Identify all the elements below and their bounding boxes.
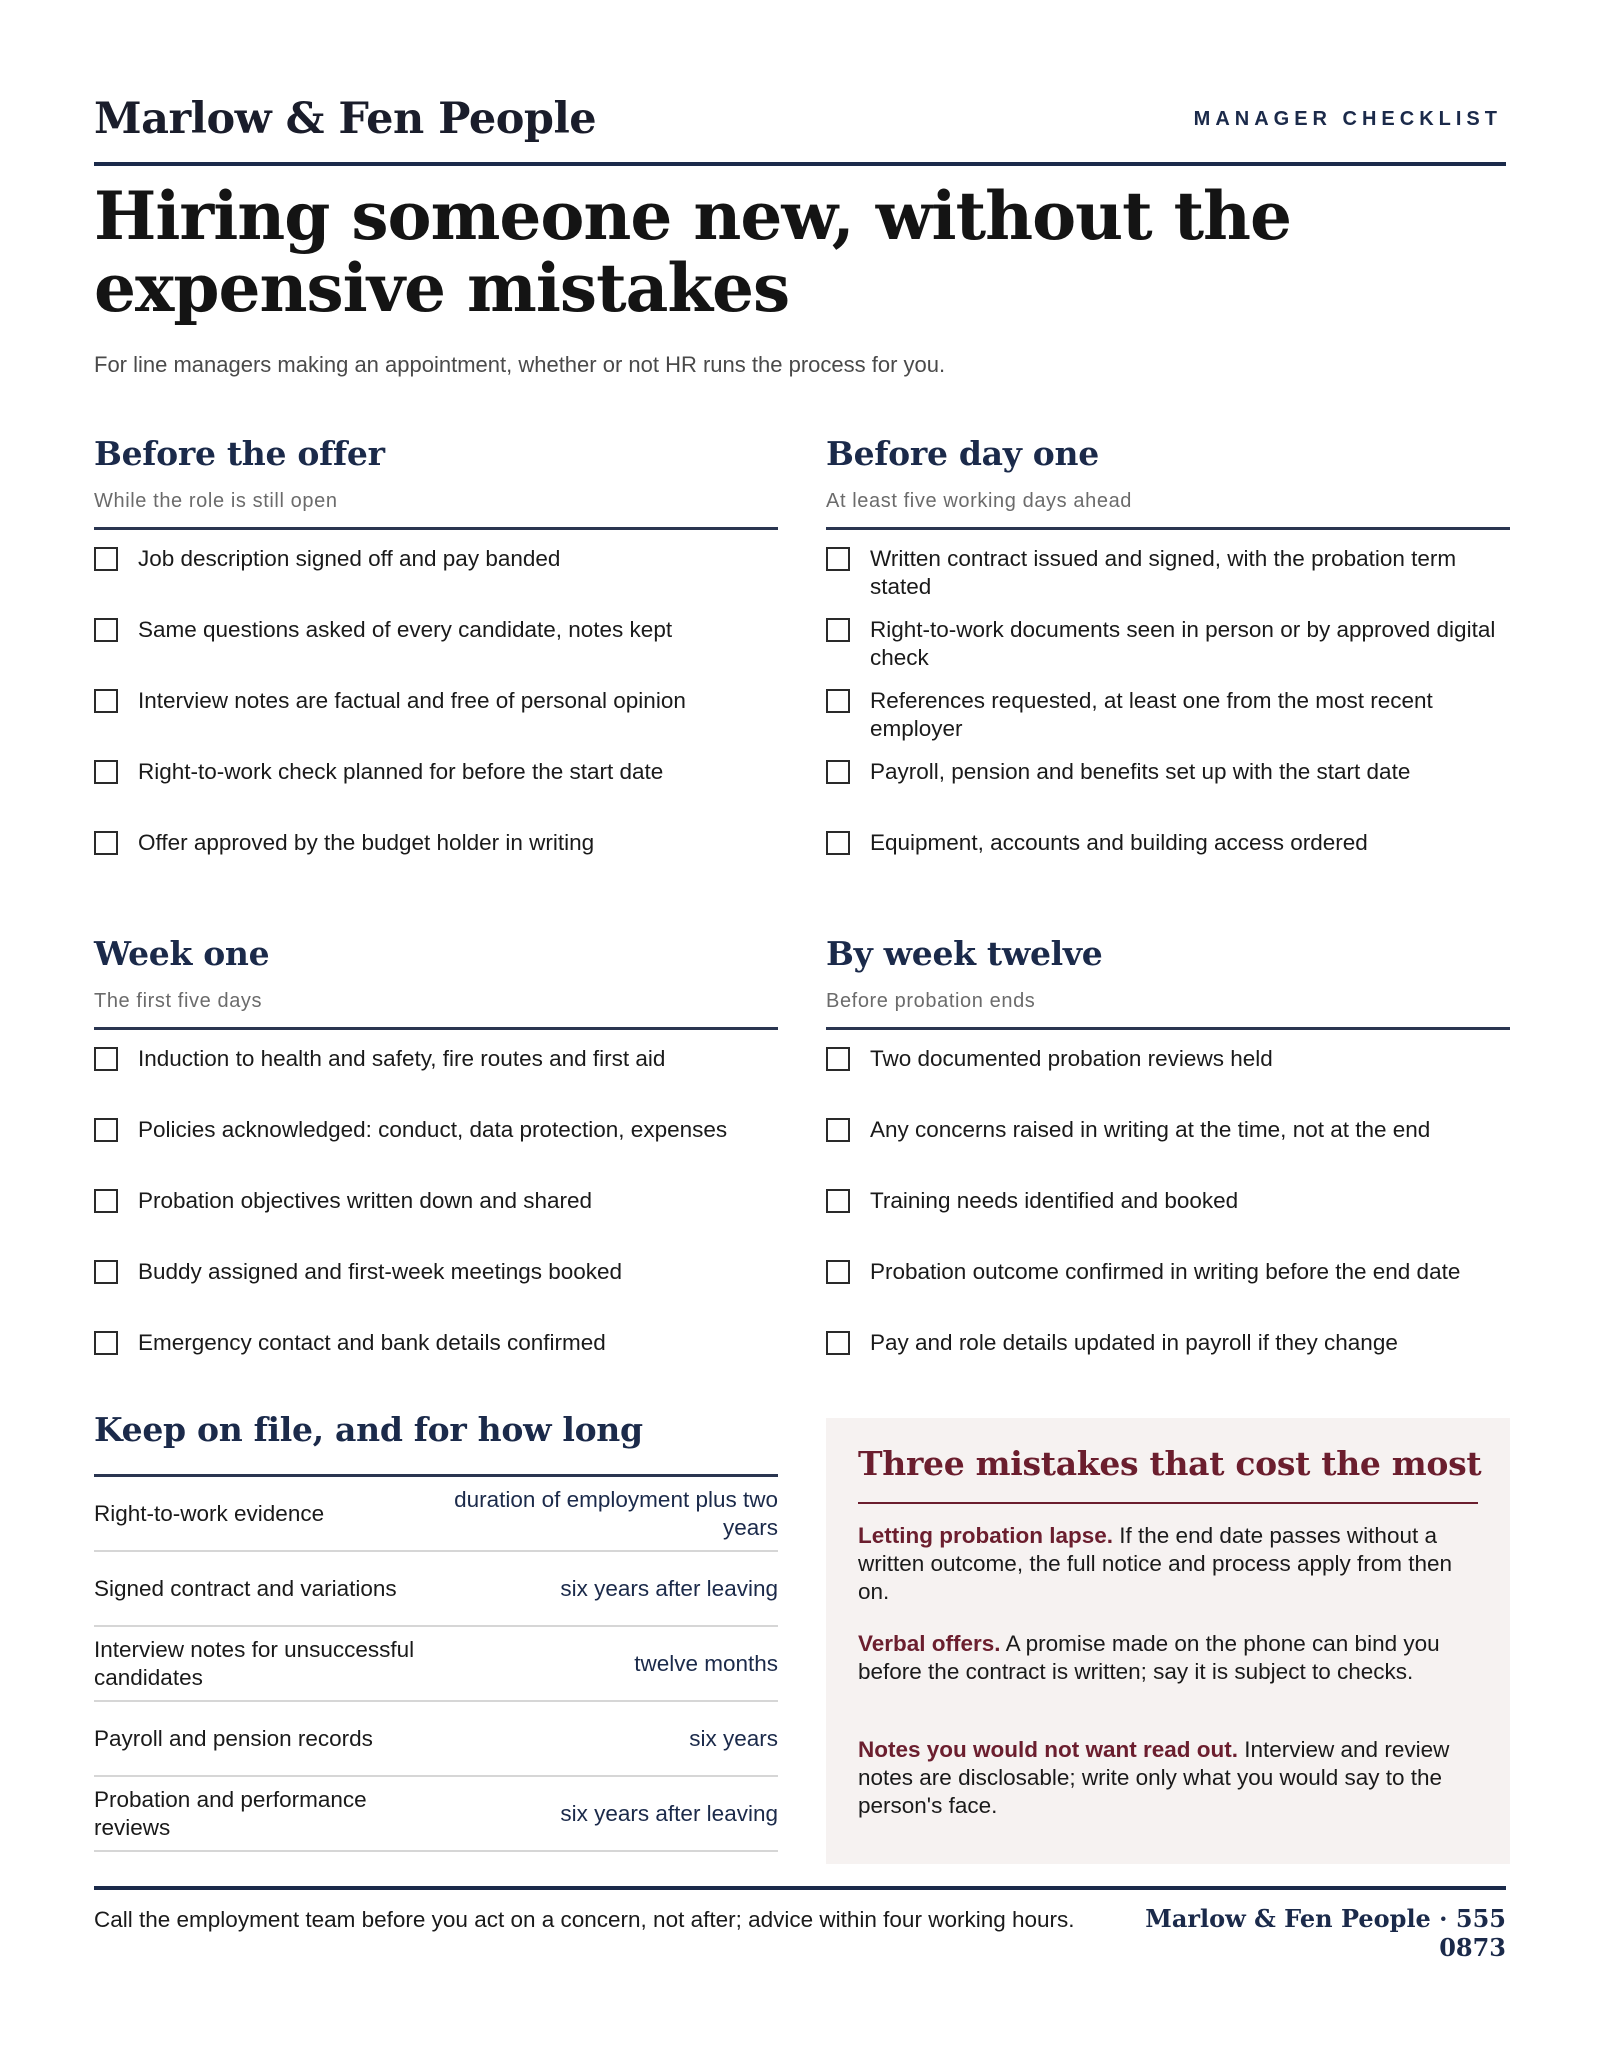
checklist-item <box>826 829 1510 900</box>
checklist-item <box>826 687 1510 758</box>
checklist-item <box>94 616 778 687</box>
checklist-item <box>94 1258 778 1329</box>
section-title: Before the offer <box>94 434 385 473</box>
retention-period: six years after leaving <box>560 1575 778 1601</box>
checklist-item-label: Equipment, accounts and building access ordered <box>870 830 1368 855</box>
callout-divider <box>858 1502 1478 1504</box>
checkbox[interactable] <box>826 689 850 713</box>
document-type-label: MANAGER CHECKLIST <box>1193 108 1502 130</box>
checklist-item <box>94 687 778 758</box>
header-divider <box>94 162 1506 166</box>
checklist <box>826 545 1510 900</box>
mistake-lead: Letting probation lapse. <box>858 1523 1114 1548</box>
checklist-item-label: Buddy assigned and first-week meetings booked <box>138 1259 623 1284</box>
checkbox[interactable] <box>94 831 118 855</box>
checklist-item <box>94 1045 778 1116</box>
footer-divider <box>94 1886 1506 1890</box>
mistake-text: Interview and review notes are disclosable; write only what you would say to the person's face. <box>858 1737 1450 1818</box>
retention-table <box>94 1477 778 1852</box>
retention-period: six years after leaving <box>560 1800 778 1826</box>
section-divider <box>94 527 778 530</box>
mistake-text: If the end date passes without a written outcome, the full notice and process apply from then on. <box>858 1523 1453 1604</box>
checklist-item-label: References requested, at least one from the most recent employer <box>870 688 1433 741</box>
checklist-item-label: Policies acknowledged: conduct, data protection, expenses <box>138 1117 728 1142</box>
checklist-item-label: Pay and role details updated in payroll if they change <box>870 1330 1398 1355</box>
section-title: By week twelve <box>826 934 1103 973</box>
mistakes-callout <box>826 1418 1510 1864</box>
section-title: Before day one <box>826 434 1099 473</box>
checklist-item <box>94 1187 778 1258</box>
record-type: Payroll and pension records <box>94 1725 373 1751</box>
checklist-item <box>94 1116 778 1187</box>
checkbox[interactable] <box>826 618 850 642</box>
mistake-text: A promise made on the phone can bind you before the contract is written; say it is subject to checks. <box>858 1631 1440 1684</box>
table-row <box>94 1552 778 1627</box>
table-row <box>94 1477 778 1552</box>
section-divider <box>94 1027 778 1030</box>
section-subtitle: While the role is still open <box>94 490 338 512</box>
checklist-item-label: Emergency contact and bank details confirmed <box>138 1330 606 1355</box>
checklist-item-label: Any concerns raised in writing at the time, not at the end <box>870 1117 1431 1142</box>
section-subtitle: The first five days <box>94 990 263 1012</box>
checklist-item-label: Right-to-work check planned for before the start date <box>138 759 664 784</box>
checkbox[interactable] <box>94 1260 118 1284</box>
checklist-item <box>94 829 778 900</box>
retention-period: duration of employment plus two years <box>454 1486 778 1540</box>
record-type: Signed contract and variations <box>94 1575 397 1601</box>
checklist-item <box>94 1329 778 1400</box>
mistake-lead: Verbal offers. <box>858 1631 1001 1656</box>
page-subtitle: For line managers making an appointment, whether or not HR runs the process for you. <box>94 352 946 377</box>
retention-title: Keep on file, and for how long <box>94 1410 643 1449</box>
checkbox[interactable] <box>94 1331 118 1355</box>
checklist-item <box>826 1116 1510 1187</box>
checklist-item <box>94 758 778 829</box>
section-divider <box>826 527 1510 530</box>
checklist <box>94 1045 778 1400</box>
checklist-item-label: Induction to health and safety, fire routes and first aid <box>138 1046 666 1071</box>
checkbox[interactable] <box>826 831 850 855</box>
mistake-item <box>858 1736 1478 1820</box>
brand-name: Marlow & Fen People <box>94 94 597 144</box>
checkbox[interactable] <box>826 1260 850 1284</box>
checkbox[interactable] <box>826 547 850 571</box>
checklist-item <box>826 1045 1510 1116</box>
checklist-item-label: Right-to-work documents seen in person or by approved digital check <box>870 617 1496 670</box>
checklist-item <box>826 1258 1510 1329</box>
page-header <box>94 92 1506 162</box>
checklist-item-label: Two documented probation reviews held <box>870 1046 1273 1071</box>
record-type: Right-to-work evidence <box>94 1500 325 1526</box>
section-divider <box>826 1027 1510 1030</box>
checkbox[interactable] <box>94 547 118 571</box>
checklist-item-label: Probation outcome confirmed in writing before the end date <box>870 1259 1461 1284</box>
checklist-item-label: Same questions asked of every candidate, notes kept <box>138 617 673 642</box>
checkbox[interactable] <box>826 1118 850 1142</box>
table-row <box>94 1627 778 1702</box>
checkbox[interactable] <box>94 1118 118 1142</box>
callout-title: Three mistakes that cost the most <box>858 1444 1482 1483</box>
checklist-item <box>826 545 1510 616</box>
section-subtitle: At least five working days ahead <box>826 490 1133 512</box>
checklist-item-label: Job description signed off and pay banded <box>138 546 561 571</box>
checkbox[interactable] <box>94 618 118 642</box>
checklist-item-label: Written contract issued and signed, with the probation term stated <box>870 546 1457 599</box>
mistake-lead: Notes you would not want read out. <box>858 1737 1238 1762</box>
footer-contact: Marlow & Fen People · 555 0873 <box>1145 1904 1506 1962</box>
mistake-item <box>858 1630 1478 1686</box>
footer-note: Call the employment team before you act on a concern, not after; advice within four working hours. <box>94 1907 1075 1932</box>
table-row <box>94 1702 778 1777</box>
checklist <box>826 1045 1510 1400</box>
checklist-item-label: Training needs identified and booked <box>870 1188 1239 1213</box>
checkbox[interactable] <box>94 760 118 784</box>
page-title: Hiring someone new, without the expensive mistakes <box>94 177 1292 327</box>
checklist-page <box>94 0 1506 2071</box>
retention-period: six years <box>689 1725 778 1751</box>
checklist-item-label: Interview notes are factual and free of personal opinion <box>138 688 686 713</box>
mistake-item <box>858 1522 1478 1606</box>
record-type: Interview notes for unsuccessful candidates <box>94 1636 415 1690</box>
checkbox[interactable] <box>94 1047 118 1071</box>
section-subtitle: Before probation ends <box>826 990 1036 1012</box>
checklist-item-label: Offer approved by the budget holder in writing <box>138 830 595 855</box>
checklist <box>94 545 778 900</box>
checkbox[interactable] <box>826 1189 850 1213</box>
checklist-item <box>826 616 1510 687</box>
retention-period: twelve months <box>634 1650 778 1676</box>
section-title: Week one <box>94 934 270 973</box>
checklist-item <box>826 758 1510 829</box>
table-row <box>94 1777 778 1852</box>
checklist-item <box>826 1187 1510 1258</box>
record-type: Probation and performance reviews <box>94 1786 367 1840</box>
checkbox[interactable] <box>94 1189 118 1213</box>
checkbox[interactable] <box>826 1331 850 1355</box>
checkbox[interactable] <box>826 760 850 784</box>
checklist-item-label: Probation objectives written down and shared <box>138 1188 593 1213</box>
checkbox[interactable] <box>94 689 118 713</box>
checklist-item <box>826 1329 1510 1400</box>
checkbox[interactable] <box>826 1047 850 1071</box>
checklist-item-label: Payroll, pension and benefits set up with the start date <box>870 759 1411 784</box>
checklist-item <box>94 545 778 616</box>
